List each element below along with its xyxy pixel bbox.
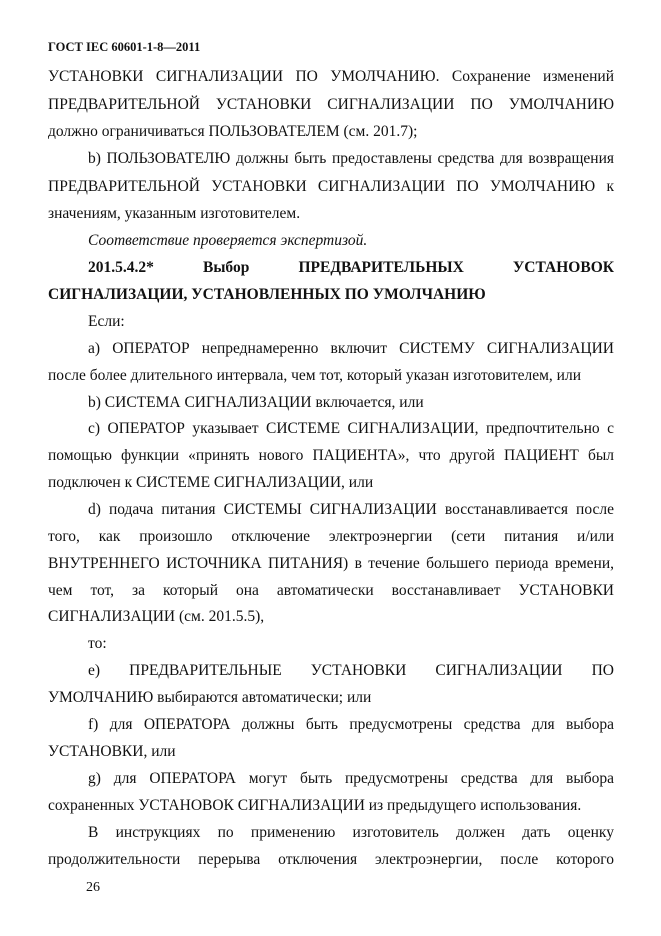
text-line: УСТАНОВКИ, или [48, 743, 176, 760]
section-heading-cont: СИГНАЛИЗАЦИИ, УСТАНОВЛЕННЫХ ПО УМОЛЧАНИЮ [48, 286, 486, 303]
list-item-g: g) для ОПЕРАТОРА могут быть предусмотрены средства для выбора [88, 770, 614, 787]
text-line: ПРЕДВАРИТЕЛЬНОЙ УСТАНОВКИ СИГНАЛИЗАЦИИ ПО УМОЛЧАНИЮ к [48, 178, 614, 195]
text-line: продолжительности перерыва отключения электроэнергии, после которого [48, 851, 614, 868]
text-line: значениям, указанным изготовителем. [48, 205, 301, 222]
text-line: сохраненных УСТАНОВОК СИГНАЛИЗАЦИИ из предыдущего использования. [48, 797, 582, 814]
text-line: УСТАНОВКИ СИГНАЛИЗАЦИИ ПО УМОЛЧАНИЮ. Сохранение изменений [48, 68, 614, 85]
document-header: ГОСТ IEC 60601-1-8—2011 [48, 40, 201, 54]
text-line: В инструкциях по применению изготовитель должен дать оценку [88, 824, 614, 841]
text-line: после более длительного интервала, чем тот, который указан изготовителем, или [48, 367, 581, 384]
list-item-b: b) ПОЛЬЗОВАТЕЛЮ должны быть предоставлены средства для возвращения [88, 150, 614, 167]
text-line: ВНУТРЕННЕГО ИСТОЧНИКА ПИТАНИЯ) в течение большего периода времени, [48, 555, 614, 572]
text-line: Если: [88, 313, 125, 330]
list-item-a: a) ОПЕРАТОР непреднамеренно включит СИСТЕМУ СИГНАЛИЗАЦИИ [88, 340, 614, 357]
list-item-b: b) СИСТЕМА СИГНАЛИЗАЦИИ включается, или [88, 394, 424, 411]
list-item-e: e) ПРЕДВАРИТЕЛЬНЫЕ УСТАНОВКИ СИГНАЛИЗАЦИИ ПО [88, 662, 614, 679]
list-item-f: f) для ОПЕРАТОРА должны быть предусмотрены средства для выбора [88, 716, 614, 733]
text-line: помощью функции «принять нового ПАЦИЕНТА», что другой ПАЦИЕНТ был [48, 447, 614, 464]
compliance-note: Соответствие проверяется экспертизой. [88, 232, 368, 249]
list-item-c: c) ОПЕРАТОР указывает СИСТЕМЕ СИГНАЛИЗАЦИИ, предпочтительно с [88, 420, 614, 437]
section-heading: 201.5.4.2* Выбор ПРЕДВАРИТЕЛЬНЫХ УСТАНОВОК [88, 259, 614, 276]
text-line: должно ограничиваться ПОЛЬЗОВАТЕЛЕМ (см. 201.7); [48, 123, 418, 140]
text-line: УМОЛЧАНИЮ выбираются автоматически; или [48, 689, 372, 706]
text-line: чем тот, за который она автоматически восстанавливает УСТАНОВКИ [48, 582, 614, 599]
text-line: ПРЕДВАРИТЕЛЬНОЙ УСТАНОВКИ СИГНАЛИЗАЦИИ ПО УМОЛЧАНИЮ [48, 96, 614, 113]
text-line: то: [88, 635, 107, 652]
page-number: 26 [86, 880, 100, 895]
text-line: того, как произошло отключение электроэнергии (сети питания и/или [48, 528, 614, 545]
list-item-d: d) подача питания СИСТЕМЫ СИГНАЛИЗАЦИИ восстанавливается после [88, 501, 614, 518]
text-line: подключен к СИСТЕМЕ СИГНАЛИЗАЦИИ, или [48, 474, 374, 491]
text-line: СИГНАЛИЗАЦИИ (см. 201.5.5), [48, 608, 265, 625]
